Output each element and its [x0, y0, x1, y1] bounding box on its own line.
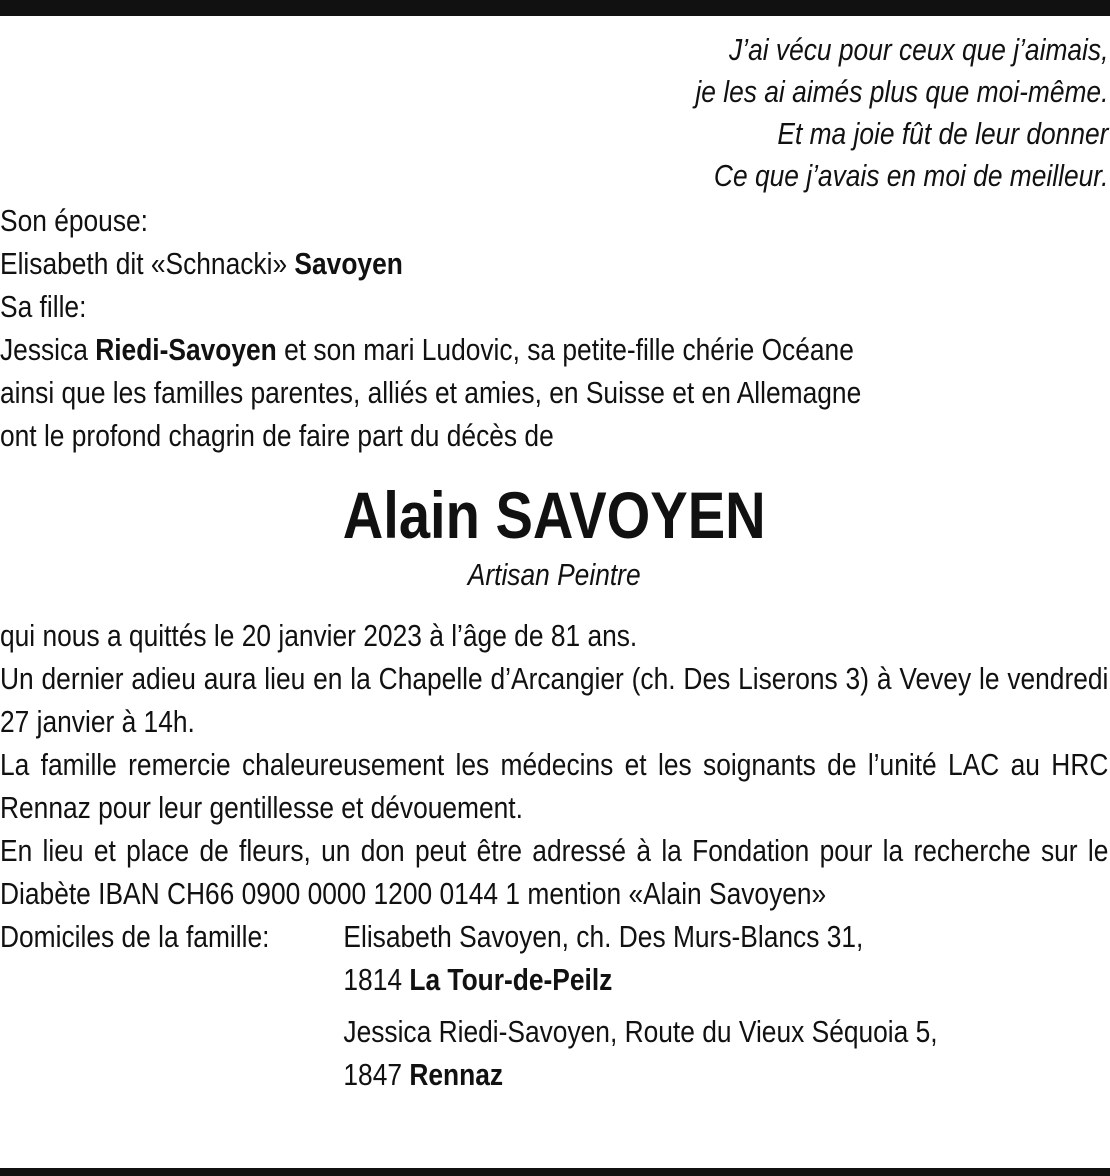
spouse-line [0, 242, 1108, 285]
address-locality [343, 1053, 937, 1096]
daughter-family: et son mari Ludovic, sa petite-fille chérie Océane [284, 332, 854, 367]
deceased-name: Alain SAVOYEN [342, 478, 766, 552]
address-postcode: 1814 [343, 962, 403, 997]
poem-line: je les ai aimés plus que moi-même. [695, 74, 1109, 109]
address-postcode: 1847 [343, 1057, 403, 1092]
poem-line: Et ma joie fût de leur donner [777, 116, 1109, 151]
domiciles-label: Domiciles de la famille: [0, 919, 270, 954]
top-rule [0, 0, 1110, 16]
domicile-address [343, 915, 937, 1096]
passing-text: qui nous a quittés le 20 janvier 2023 à l’âge de 81 ans. [0, 618, 638, 653]
address-street: Elisabeth Savoyen, ch. Des Murs-Blancs 31, [343, 919, 864, 954]
daughter-surname: Riedi-Savoyen [95, 332, 277, 367]
domicile-row [0, 915, 1108, 1096]
daughter-label: Sa fille: [0, 289, 87, 324]
bottom-rule [0, 1168, 1110, 1176]
address-city: La Tour-de-Peilz [409, 962, 613, 997]
address-street: Jessica Riedi-Savoyen, Route du Vieux Séquoia 5, [343, 1014, 938, 1049]
daughter-first-name: Jessica [0, 332, 88, 367]
deceased-profession: Artisan Peintre [467, 557, 641, 592]
thanks-text: La famille remercie chaleureusement les médecins et les soignants de l’unité LAC au HRC Rennaz pour leur gentillesse et dévouement. [0, 747, 1109, 825]
epigraph-poem [0, 29, 1108, 197]
daughter-line [0, 328, 1108, 371]
relatives-line: ainsi que les familles parentes, alliés et amies, en Suisse et en Allemagne [0, 375, 862, 410]
poem-line: Ce que j’avais en moi de meilleur. [713, 158, 1109, 193]
address-city: Rennaz [409, 1057, 504, 1092]
poem-line: J’ai vécu pour ceux que j’aimais, [729, 32, 1109, 67]
ceremony-text: Un dernier adieu aura lieu en la Chapelle d’Arcangier (ch. Des Liserons 3) à Vevey le vendredi 27 janvier à 14h. [0, 661, 1109, 739]
address-locality [343, 958, 937, 1001]
announcement-line: ont le profond chagrin de faire part du décès de [0, 418, 554, 453]
spouse-label: Son épouse: [0, 203, 148, 238]
spouse-name: Elisabeth dit «Schnacki» [0, 246, 288, 281]
spouse-surname: Savoyen [294, 246, 403, 281]
obituary-notice [0, 29, 1109, 1096]
donation-text: En lieu et place de fleurs, un don peut être adressé à la Fondation pour la recherche sur le Diabète IBAN CH66 0900 0000 1200 0144 1 mention «Alain Savoyen» [0, 833, 1109, 911]
